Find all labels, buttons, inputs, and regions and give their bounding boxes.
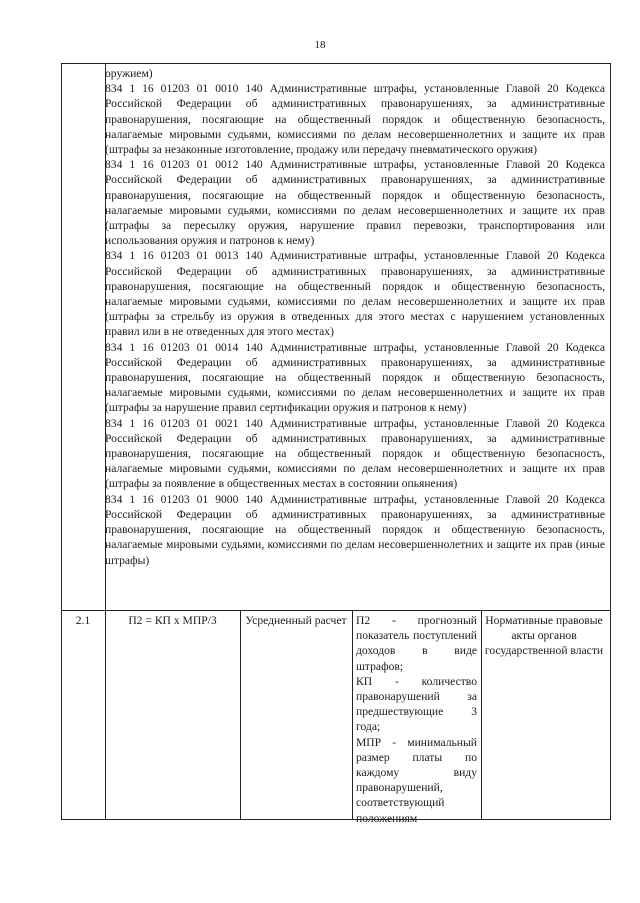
data-source: Нормативные правовые акты органов государственной власти [484, 614, 604, 658]
table-divider [352, 610, 353, 820]
table-divider [240, 610, 241, 820]
page-number: 18 [314, 39, 326, 51]
parameter-p2: П2 - прогнозный показатель поступлений доходов в виде штрафов; [356, 614, 477, 673]
formula-parameters [356, 613, 477, 826]
row-number: 2.1 [75, 614, 91, 627]
parameter-mpr: МПР - минимальный размер платы по каждому виду правонарушений, соответствующий положениям [356, 735, 477, 825]
code-entry: 834 1 16 01203 01 0021 140 Административные штрафы, установленные Главой 20 Кодекса Российской Федерации об административных правонарушениях, за административные правонарушения, посягающие на общественный порядок и общественную безопасность, налагаемые мировыми судьями, комиссиями по делам несовершеннолетних и защите их прав (штрафы за появление в общественных местах в состоянии опьянения) [105, 416, 605, 491]
calculation-formula: П2 = КП х МПР/3 [128, 614, 217, 627]
table-row-divider [61, 610, 611, 611]
code-entry: 834 1 16 01203 01 0014 140 Административные штрафы, установленные Главой 20 Кодекса Российской Федерации об административных правонарушениях, за административные правонарушения, посягающие на общественный порядок и общественную безопасность, налагаемые мировыми судьями, комиссиями по делам несовершеннолетних и защите их прав (штрафы за нарушение правил сертификации оружия и патронов к нему) [105, 340, 605, 415]
calculation-method: Усредненный расчет [245, 614, 347, 627]
code-entry: 834 1 16 01203 01 0010 140 Административные штрафы, установленные Главой 20 Кодекса Российской Федерации об административных правонарушениях, за административные правонарушения, посягающие на общественный порядок и общественную безопасность, налагаемые мировыми судьями, комиссиями по делам несовершеннолетних и защите их прав (штрафы за незаконные изготовление, продажу или передачу пневматического оружия) [105, 82, 605, 157]
budget-codes-cell [105, 66, 605, 568]
parameter-kp: КП - количество правонарушений за предшествующие 3 года; [356, 674, 477, 734]
code-entry: 834 1 16 01203 01 0012 140 Административные штрафы, установленные Главой 20 Кодекса Российской Федерации об административных правонарушениях, за административные правонарушения, посягающие на общественный порядок и общественную безопасность, налагаемые мировыми судьями, комиссиями по делам несовершеннолетних и защите их прав (штрафы за пересылку оружия, нарушение правил перевозки, транспортирования или использования оружия и патронов к нему) [105, 158, 605, 248]
code-entry: 834 1 16 01203 01 0013 140 Административные штрафы, установленные Главой 20 Кодекса Российской Федерации об административных правонарушениях, за административные правонарушения, посягающие на общественный порядок и общественную безопасность, налагаемые мировыми судьями, комиссиями по делам несовершеннолетних и защите их прав (штрафы за стрельбу из оружия в отведенных для этого местах с нарушением установленных правил или в не отведенных для этого местах) [105, 249, 605, 339]
code-entry: 834 1 16 01203 01 9000 140 Административные штрафы, установленные Главой 20 Кодекса Российской Федерации об административных правонарушениях, за административные правонарушения, посягающие на общественный порядок и общественную безопасность, налагаемые мировыми судьями, комиссиями по делам несовершеннолетних и защите их прав (иные штрафы) [105, 492, 605, 567]
code-entry: оружием) [105, 67, 153, 80]
